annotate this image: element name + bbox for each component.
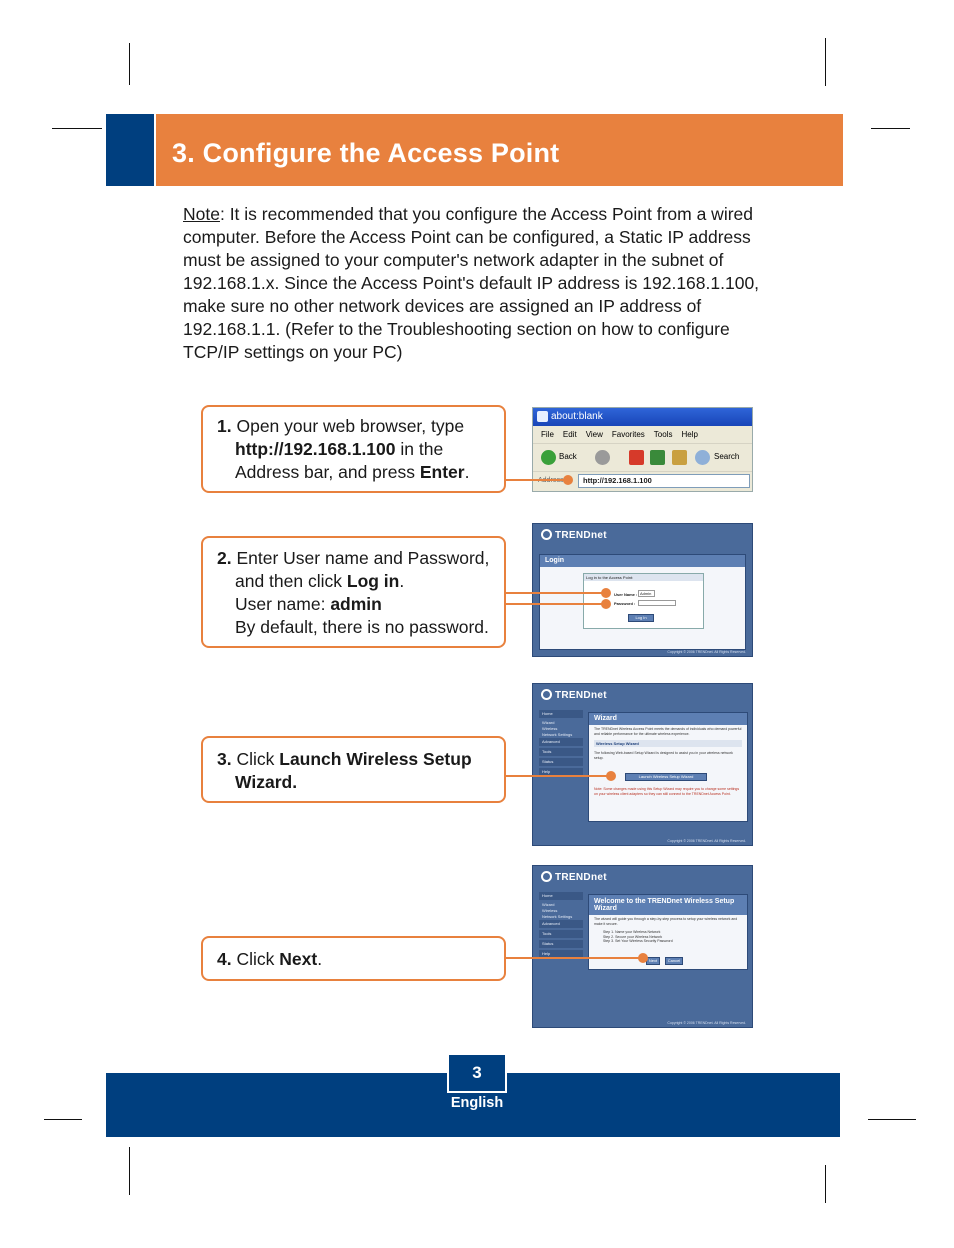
menu-help[interactable]: Help: [681, 430, 698, 439]
step-2-login: Log in: [346, 571, 400, 591]
copyright: Copyright © 2006 TRENDnet. All Rights Reserved.: [667, 839, 746, 843]
step-4-period: .: [317, 949, 323, 969]
step-2-line-4: By default, there is no password.: [235, 617, 489, 637]
step-4-next: Next: [279, 949, 318, 969]
login-panel-title: Login: [540, 555, 745, 567]
browser-toolbar: [533, 443, 752, 471]
wizard-panel: [588, 712, 748, 822]
step-2-user: admin: [330, 594, 382, 614]
user-name-select[interactable]: Admin: [638, 590, 655, 597]
step-4-number: 4.: [217, 949, 232, 969]
sidebar-item-status[interactable]: Status: [539, 758, 583, 766]
sidebar-menu: [539, 710, 583, 778]
launch-wizard-button[interactable]: Launch Wireless Setup Wizard: [625, 773, 707, 781]
crop-mark: [868, 1119, 916, 1120]
sidebar-item-wizard[interactable]: Wizard: [542, 720, 555, 725]
step-1-url: http://192.168.1.100: [235, 439, 396, 459]
connector-line: [506, 957, 644, 959]
wizard-intro: The TRENDnet Wireless Access Point meets the demands of individuals who demand powerful and reliable performance for the ultimate wireless experience.: [594, 727, 742, 736]
step-2-text-b: and then click: [235, 571, 347, 591]
search-label[interactable]: Search: [714, 452, 740, 461]
password-label: Password :: [614, 601, 636, 606]
crop-mark: [44, 1119, 82, 1120]
step-3-line-1: [217, 748, 504, 771]
page-title: 3. Configure the Access Point: [172, 138, 560, 168]
user-name-label: User Name :: [614, 592, 638, 597]
step-1-line-3: [217, 461, 504, 484]
sidebar-item-network[interactable]: Network Settings: [542, 732, 573, 737]
step-2-line-3: [217, 593, 504, 616]
sidebar-item-help[interactable]: Help: [539, 768, 583, 776]
connector-line: [506, 479, 568, 481]
login-panel: [539, 554, 746, 650]
crop-mark: [129, 1147, 130, 1195]
welcome-step: Step 2. Secure your Wireless Network: [603, 934, 663, 939]
connector-dot: [601, 588, 611, 598]
step-2-period: .: [399, 571, 405, 591]
note-paragraph: [183, 203, 783, 364]
step-1-enter: Enter: [419, 462, 465, 482]
browser-menu: [533, 426, 752, 443]
sidebar-item-network[interactable]: Network Settings: [542, 914, 573, 919]
note-label: Note: [183, 204, 220, 224]
stop-icon[interactable]: [629, 450, 644, 465]
menu-view[interactable]: View: [585, 430, 603, 439]
step-2-user-label: User name:: [235, 594, 331, 614]
welcome-step: Step 3. Set Your Wireless Security Password: [603, 939, 673, 943]
wizard-screenshot: [532, 683, 753, 846]
crop-mark: [129, 43, 130, 85]
step-3-action: Launch Wireless Setup: [279, 749, 472, 769]
welcome-text: The wizard will guide you through a step-by-step process to setup your wireless network and make it secure.: [594, 917, 738, 926]
page-number: 3: [447, 1053, 507, 1093]
sidebar-item-home[interactable]: Home: [539, 710, 583, 718]
trendnet-logo: TRENDnet: [541, 871, 607, 883]
cancel-button[interactable]: Cancel: [665, 957, 683, 965]
title-bar: [156, 114, 843, 186]
login-box-title: Log in to the Access Point:: [584, 574, 703, 581]
menu-tools[interactable]: Tools: [653, 430, 673, 439]
note-text: : It is recommended that you configure the Access Point from a wired computer. Before the Access Point can be configured, a Static IP address must be assigned to your computer's network adapter in the subnet of 192.168.1.x. Since the Access Point's default IP address is 192.168.1.100, make sure no other network devices are assigned an IP address of 192.168.1.1. (Refer to the Troubleshooting section on how to configure TCP/IP settings on your PC): [183, 204, 760, 362]
copyright: Copyright © 2006 TRENDnet. All Rights Reserved.: [667, 650, 746, 654]
step-3-action-end: Wizard.: [235, 772, 298, 792]
step-2-number: 2.: [217, 548, 232, 568]
sidebar-item-help[interactable]: Help: [539, 950, 583, 958]
connector-dot: [601, 599, 611, 609]
step-4-line-1: [217, 948, 504, 971]
step-1-line-1: [217, 415, 504, 438]
step-1-line-2: [217, 438, 504, 461]
address-input[interactable]: http://192.168.1.100: [578, 474, 750, 488]
refresh-icon[interactable]: [650, 450, 665, 465]
step-2-line-1: [217, 547, 504, 570]
back-arrow-icon[interactable]: [541, 450, 556, 465]
sidebar-item-wireless[interactable]: Wireless: [542, 908, 558, 913]
connector-line: [506, 592, 606, 594]
browser-title: about:blank: [551, 411, 603, 422]
sidebar-item-wireless[interactable]: Wireless: [542, 726, 558, 731]
menu-file[interactable]: File: [541, 430, 554, 439]
wizard-description: The following Web-based Setup Wizard is designed to assist you in your wireless network setup.: [594, 751, 733, 760]
crop-mark: [825, 1165, 826, 1203]
step-1-text: Open your web browser, type: [231, 416, 465, 436]
step-1-box: [201, 405, 506, 493]
password-input[interactable]: [638, 600, 676, 606]
step-3-text: Click: [231, 749, 280, 769]
wizard-panel-title: Wizard: [589, 713, 747, 725]
sidebar-item-advanced[interactable]: Advanced: [539, 738, 583, 746]
title-accent-block: [106, 114, 154, 186]
trendnet-logo: TRENDnet: [541, 689, 607, 701]
login-screenshot: [532, 523, 753, 657]
connector-dot: [638, 953, 648, 963]
browser-titlebar: [533, 408, 752, 426]
wizard-note: Note: Some changes made using this Setup Wizard may require you to change some settings on your wireless client adapters so they can still connect to the TRENDnet Access Point.: [594, 787, 740, 796]
menu-edit[interactable]: Edit: [562, 430, 577, 439]
sidebar-item-tools[interactable]: Tools: [539, 748, 583, 756]
back-label[interactable]: Back: [559, 452, 577, 461]
welcome-panel-title: Welcome to the TRENDnet Wireless Setup Wizard: [589, 895, 747, 915]
crop-mark: [871, 128, 910, 129]
home-icon[interactable]: [672, 450, 687, 465]
welcome-screenshot: [532, 865, 753, 1028]
step-4-text: Click: [231, 949, 280, 969]
sidebar-item-status[interactable]: Status: [539, 940, 583, 948]
connector-line: [506, 775, 611, 777]
connector-dot: [563, 475, 573, 485]
step-3-line-2: [217, 771, 504, 794]
crop-mark: [825, 38, 826, 86]
footer-language: English: [450, 1095, 504, 1111]
step-1-period: .: [464, 462, 470, 482]
step-1-text-b: in the: [395, 439, 444, 459]
copyright: Copyright © 2006 TRENDnet. All Rights Reserved.: [667, 1021, 746, 1025]
connector-dot: [606, 771, 616, 781]
ie-icon: [537, 411, 548, 422]
wizard-subheading: Wireless Setup Wizard: [594, 740, 742, 747]
welcome-step-list: [589, 928, 747, 946]
step-2-box: [201, 536, 506, 648]
menu-favorites[interactable]: Favorites: [611, 430, 645, 439]
step-2-text: Enter User name and Password,: [231, 548, 490, 568]
crop-mark: [52, 128, 102, 129]
step-1-number: 1.: [217, 416, 232, 436]
sidebar-item-advanced[interactable]: Advanced: [539, 920, 583, 928]
sidebar-menu: [539, 892, 583, 960]
sidebar-item-home[interactable]: Home: [539, 892, 583, 900]
connector-line: [506, 603, 606, 605]
trendnet-logo: TRENDnet: [541, 529, 607, 541]
step-3-box: [201, 736, 506, 803]
login-button[interactable]: Log In: [628, 614, 654, 622]
next-button[interactable]: Next: [646, 957, 660, 965]
step-2-line-2: [217, 570, 504, 593]
search-icon[interactable]: [695, 450, 710, 465]
step-3-number: 3.: [217, 749, 232, 769]
step-4-box: [201, 936, 506, 981]
sidebar-item-tools[interactable]: Tools: [539, 930, 583, 938]
welcome-step: Step 1. Name your Wireless Network: [603, 930, 661, 934]
step-1-text-c: Address bar, and press: [235, 462, 420, 482]
forward-arrow-icon[interactable]: [595, 450, 610, 465]
sidebar-item-wizard[interactable]: Wizard: [542, 902, 555, 907]
